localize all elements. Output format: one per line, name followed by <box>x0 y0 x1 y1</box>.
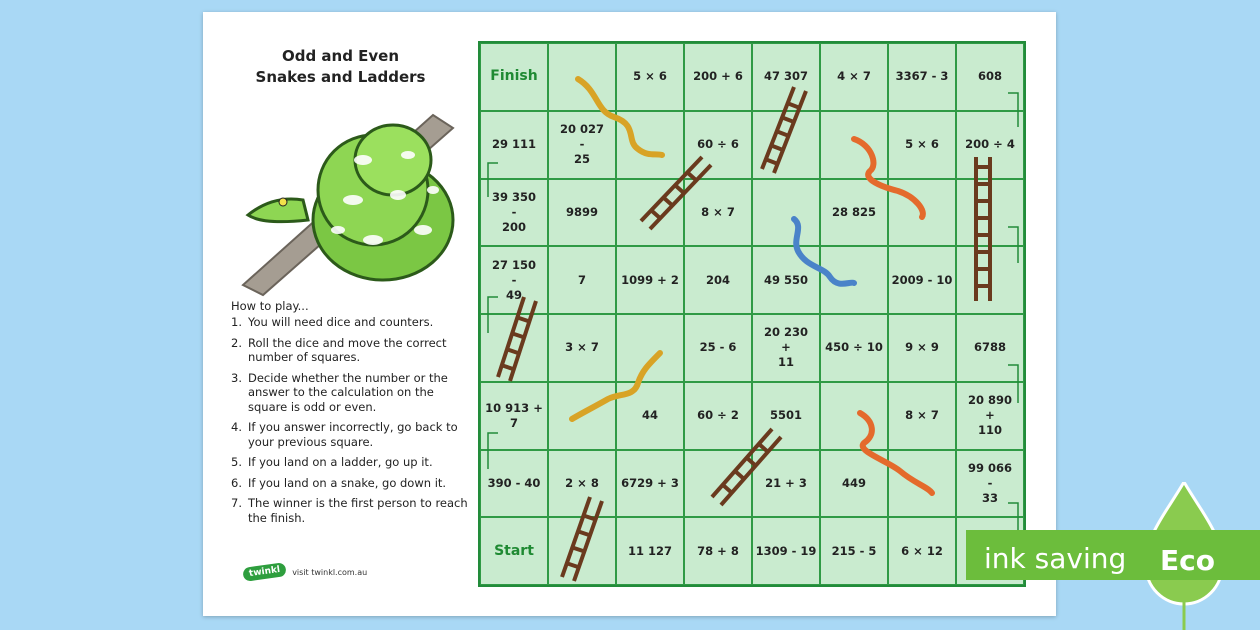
board-square: 9 × 9 <box>888 314 956 382</box>
board-square <box>820 382 888 450</box>
title-line-1: Odd and Even <box>281 47 400 65</box>
board-square: 49 550 <box>752 246 820 314</box>
board-square: 47 307 <box>752 43 820 111</box>
how-to-play-heading: How to play... <box>231 299 309 313</box>
board-square: 60 ÷ 2 <box>684 382 752 450</box>
board-square: 390 - 40 <box>480 450 548 518</box>
board-square: 2 × 8 <box>548 450 616 518</box>
board-square <box>752 179 820 247</box>
board-square <box>548 43 616 111</box>
page-title <box>203 46 478 88</box>
board-square: 21 + 3 <box>752 450 820 518</box>
board-square: 3367 - 3 <box>888 43 956 111</box>
board-square: 1309 - 19 <box>752 517 820 585</box>
step-item: 1. You will need dice and counters. <box>231 315 434 329</box>
board-square: 215 - 5 <box>820 517 888 585</box>
board-square <box>548 382 616 450</box>
ink-saving-label: ink saving <box>984 542 1127 575</box>
board-square: 9899 <box>548 179 616 247</box>
title-line-2: Snakes and Ladders <box>255 68 426 86</box>
board-square <box>548 517 616 585</box>
board-square: 20 890 + 110 <box>956 382 1024 450</box>
step-item: 7. The winner is the first person to reach the finish. <box>231 496 468 525</box>
eco-label: Eco <box>1160 544 1215 577</box>
board-square: 78 + 8 <box>684 517 752 585</box>
board-square: 449 <box>820 450 888 518</box>
board-square: 10 913 + 7 <box>480 382 548 450</box>
board-square: 11 127 <box>616 517 684 585</box>
footer-url[interactable]: visit twinkl.com.au <box>292 567 368 577</box>
board-square: 20 230 + 11 <box>752 314 820 382</box>
board-square: 204 <box>684 246 752 314</box>
board-square: 5501 <box>752 382 820 450</box>
step-item: 5. If you land on a ladder, go up it. <box>231 455 433 469</box>
board-square: 200 ÷ 4 <box>956 111 1024 179</box>
board-square: 4 × 7 <box>820 43 888 111</box>
board-square <box>820 246 888 314</box>
board-square: 6788 <box>956 314 1024 382</box>
board-square: 608 <box>956 43 1024 111</box>
board-square: Start <box>480 517 548 585</box>
board-square: 5 × 6 <box>616 43 684 111</box>
board-square: 3 × 7 <box>548 314 616 382</box>
step-item: 6. If you land on a snake, go down it. <box>231 475 447 490</box>
board-square: 1099 + 2 <box>616 246 684 314</box>
board-square <box>616 314 684 382</box>
game-board <box>478 41 1026 587</box>
board-square: 20 027 - 25 <box>548 111 616 179</box>
board-square: 450 ÷ 10 <box>820 314 888 382</box>
step-item: 3. Decide whether the number or the answer to the calculation on the square is odd or even. <box>231 370 448 414</box>
board-square: 6 × 12 <box>888 517 956 585</box>
board-square: 200 + 6 <box>684 43 752 111</box>
board-square <box>616 111 684 179</box>
twinkl-logo[interactable]: twinkl <box>242 562 287 582</box>
board-square <box>820 111 888 179</box>
board-square: 60 ÷ 6 <box>684 111 752 179</box>
board-square: 99 066 - 33 <box>956 450 1024 518</box>
step-item: 2. Roll the dice and move the correct number of squares. <box>231 335 447 364</box>
board-square <box>752 111 820 179</box>
board-square <box>956 246 1024 314</box>
board-square: 2009 - 10 <box>888 246 956 314</box>
board-square <box>956 179 1024 247</box>
board-square <box>684 450 752 518</box>
board-square: 25 - 6 <box>684 314 752 382</box>
board-square <box>888 450 956 518</box>
board-square: 29 111 <box>480 111 548 179</box>
board-square <box>616 179 684 247</box>
board-square <box>888 179 956 247</box>
green-python-illustration <box>233 100 468 300</box>
how-to-play <box>231 299 476 531</box>
step-item: 4. If you answer incorrectly, go back to your previous square. <box>231 420 458 449</box>
board-square: 28 825 <box>820 179 888 247</box>
ink-saving-badge <box>966 482 1260 630</box>
board-square <box>480 314 548 382</box>
board-square: 6729 + 3 <box>616 450 684 518</box>
board-square: 7 <box>548 246 616 314</box>
board-square: 39 350 - 200 <box>480 179 548 247</box>
board-square: 5 × 6 <box>888 111 956 179</box>
board-square: 8 × 7 <box>888 382 956 450</box>
board-square: 27 150 - 49 <box>480 246 548 314</box>
board-square: Finish <box>480 43 548 111</box>
board-square: 8 × 7 <box>684 179 752 247</box>
board-square: 44 <box>616 382 684 450</box>
footer <box>243 565 367 579</box>
